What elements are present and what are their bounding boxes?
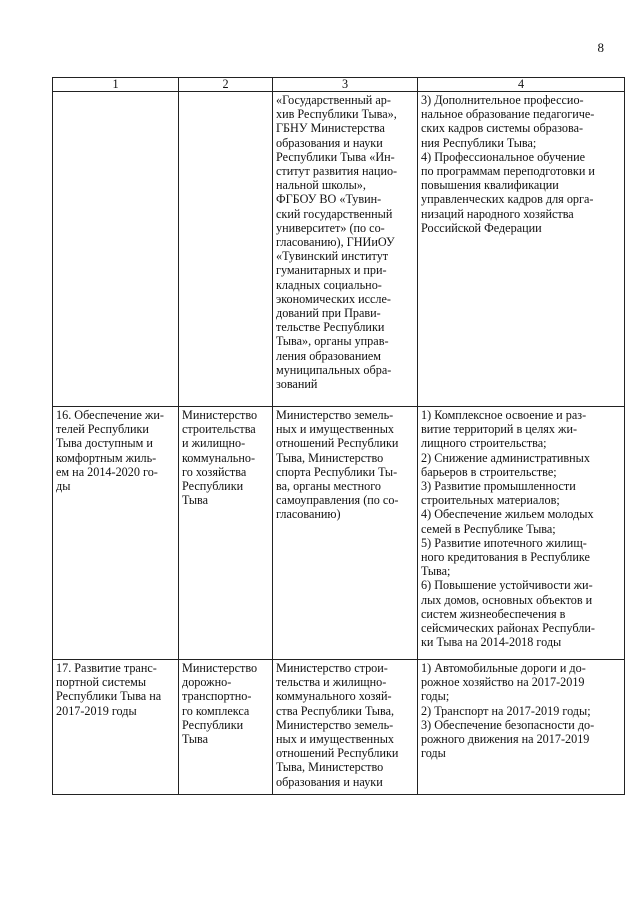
program-name-cell: 17. Развитие транс- портной системы Республики Тыва на 2017-2019 годы	[53, 660, 179, 795]
column-header-3: 3	[273, 78, 418, 92]
subprograms-cell: 3) Дополнительное профессио- нальное образование педагогиче- ских кадров системы образова- ния Республики Тыва; 4) Профессиональное обучение по программам переподготовки и повышения квалификации управленческих кадров для орга- низаций народного хозяйства Российской Федерации	[418, 92, 625, 407]
table-row	[53, 92, 625, 407]
program-table	[52, 77, 625, 795]
responsible-executor-cell: Министерство дорожно- транспортно- го комплекса Республики Тыва	[179, 660, 273, 795]
program-name-cell	[53, 92, 179, 407]
table-row	[53, 660, 625, 795]
page-number: 8	[597, 40, 604, 55]
table-header-row	[53, 78, 625, 92]
subprograms-cell: 1) Автомобильные дороги и до- рожное хозяйство на 2017-2019 годы; 2) Транспорт на 2017-2019 годы; 3) Обеспечение безопасности до- рожного движения на 2017-2019 годы	[418, 660, 625, 795]
subprograms-cell: 1) Комплексное освоение и раз- витие территорий в целях жи- лищного строительства; 2) Снижение административных барьеров в строительстве; 3) Развитие промышленности строительных материалов; 4) Обеспечение жильем молодых семей в Республике Тыва; 5) Развитие ипотечного жилищ- ного кредитования в Республике Тыва; 6) Повышение устойчивости жи- лых домов, основных объектов и систем жизнеобеспечения в сейсмических районах Республи- ки Тыва на 2014-2018 годы	[418, 407, 625, 660]
column-header-2: 2	[179, 78, 273, 92]
table-row	[53, 407, 625, 660]
program-name-cell: 16. Обеспечение жи- телей Республики Тыва доступным и комфортным жиль- ем на 2014-2020 го- ды	[53, 407, 179, 660]
responsible-executor-cell: Министерство строительства и жилищно- коммунально- го хозяйства Республики Тыва	[179, 407, 273, 660]
column-header-4: 4	[418, 78, 625, 92]
co-executors-cell: Министерство земель- ных и имущественных отношений Республики Тыва, Министерство спорта Республики Ты- ва, органы местного самоуправления (по со- гласованию)	[273, 407, 418, 660]
co-executors-cell: Министерство строи- тельства и жилищно- коммунального хозяй- ства Республики Тыва, Министерство земель- ных и имущественных отношений Республики Тыва, Министерство образования и науки	[273, 660, 418, 795]
responsible-executor-cell	[179, 92, 273, 407]
column-header-1: 1	[53, 78, 179, 92]
co-executors-cell: «Государственный ар- хив Республики Тыва», ГБНУ Министерства образования и науки Республики Тыва «Ин- ститут развития нацио- нальной школы», ФГБОУ ВО «Тувин- ский государственный университет» (по со- гласованию), ГНИиОУ «Тувинский институт гуманитарных и при- кладных социально- экономических иссле- дований при Прави- тельстве Республики Тыва», органы управ- ления образованием муниципальных обра- зований	[273, 92, 418, 407]
